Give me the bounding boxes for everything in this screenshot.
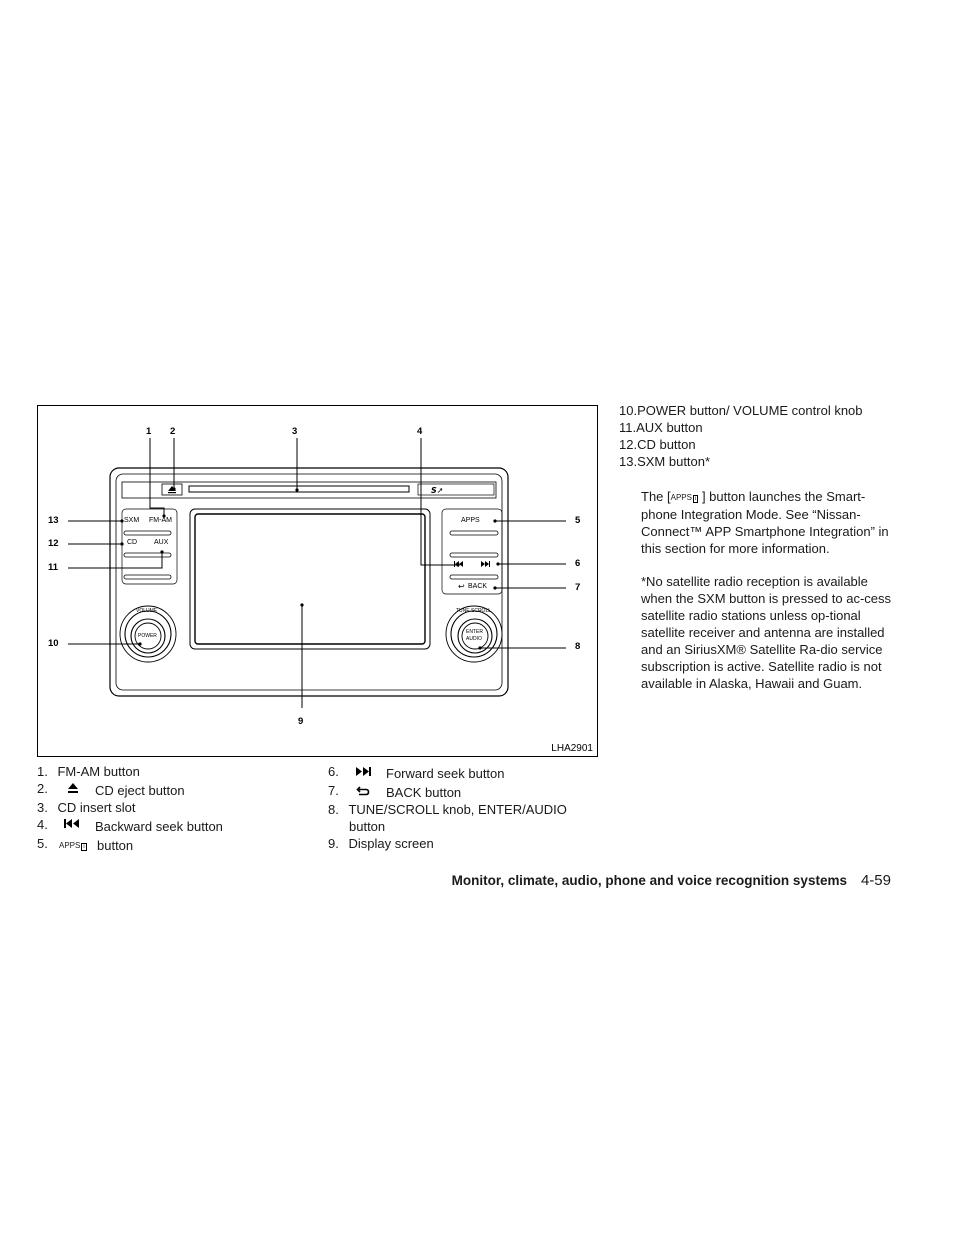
- audio-unit-illustration: [38, 406, 599, 758]
- list-num: 6.: [328, 764, 339, 779]
- apps-glyph-text: APPS: [670, 493, 692, 502]
- list-text: CD insert slot: [57, 800, 136, 815]
- callout-6: 6: [575, 558, 581, 569]
- aux-label: AUX: [154, 539, 169, 546]
- list-text: CD eject button: [95, 783, 185, 798]
- callout-10: 10: [48, 638, 59, 649]
- callout-2: 2: [170, 426, 176, 437]
- list-num: 5.: [37, 836, 48, 851]
- list-num: 3.: [37, 800, 48, 815]
- list-num: 1.: [37, 764, 48, 779]
- list-item: [328, 835, 434, 852]
- apps-info-icon: APPS i: [670, 493, 697, 502]
- list-text: button: [97, 838, 134, 853]
- seek-forward-icon: [354, 765, 372, 779]
- list-num: 7.: [328, 783, 339, 798]
- list-text: Backward seek button: [95, 819, 223, 834]
- list-text: POWER button/ VOLUME control knob: [637, 403, 863, 418]
- list-text: Forward seek button: [386, 766, 505, 781]
- list-text: FM-AM button: [57, 764, 140, 779]
- apps-label: APPS: [461, 517, 480, 524]
- list-text: Display screen: [348, 836, 434, 851]
- list-num: 8.: [328, 802, 339, 817]
- apps-info-icon: APPS i: [59, 841, 85, 850]
- list-num: 11.: [619, 420, 637, 435]
- back-label: BACK: [468, 583, 488, 590]
- callout-9: 9: [298, 716, 304, 727]
- list-item: [37, 763, 140, 780]
- figure-code: LHA2901: [551, 743, 593, 754]
- svg-text:S➚: S➚: [431, 486, 444, 495]
- list-item: [37, 799, 136, 816]
- list-text: TUNE/SCROLL knob, ENTER/AUDIO: [348, 802, 567, 817]
- list-item: [328, 801, 567, 818]
- list-text: SXM button*: [637, 454, 711, 469]
- list-item: [619, 436, 696, 453]
- list-num: 2.: [37, 781, 48, 796]
- page-footer: [452, 872, 891, 889]
- back-arrow-icon: [356, 784, 370, 798]
- audio-unit-figure: [37, 405, 598, 757]
- list-item: [619, 419, 703, 436]
- list-num: 10.: [619, 403, 638, 418]
- back-arrow-icon: ↩: [458, 582, 465, 591]
- list-text: CD button: [637, 437, 696, 452]
- callout-13: 13: [48, 515, 59, 526]
- power-label: POWER: [138, 633, 157, 639]
- callout-12: 12: [48, 538, 59, 549]
- satellite-note-paragraph: [641, 573, 896, 692]
- legend-list-left: [37, 763, 317, 858]
- callout-7: 7: [575, 582, 581, 593]
- legend-list-middle: [328, 763, 598, 858]
- list-num: 9.: [328, 836, 339, 851]
- apps-note-text: ] button launches the Smart-phone Integration Mode. See “Nissan-Connect™ APP Smartphone Integration” in this section for more information.: [641, 489, 889, 556]
- list-num: 13.: [619, 454, 638, 469]
- satellite-note-text: *No satellite radio reception is available when the SXM button is pressed to ac-cess satellite radio stations unless op-tional satellite receiver and antenna are installed and an SiriusXM® Satellite Ra-dio service subscription is active. Satellite radio is not available in Alaska, Hawaii and Guam.: [641, 574, 892, 691]
- sxm-label: SXM: [124, 517, 140, 524]
- tune-scroll-label: TUNE SCROLL: [456, 608, 492, 614]
- list-item: [619, 402, 863, 419]
- callout-1: 1: [146, 426, 152, 437]
- callout-11: 11: [48, 562, 59, 573]
- audio-label: AUDIO: [466, 636, 482, 642]
- list-text: AUX button: [636, 420, 703, 435]
- apps-note-paragraph: [641, 488, 896, 557]
- volume-label: VOLUME: [136, 608, 158, 614]
- fm-am-label: FM-AM: [149, 517, 172, 524]
- cd-label: CD: [127, 539, 138, 546]
- apps-note-lead: The [: [641, 489, 671, 504]
- seek-backward-icon: [63, 817, 81, 831]
- list-text: button: [349, 819, 386, 834]
- list-num: 4.: [37, 817, 48, 832]
- list-item-continuation: [349, 818, 385, 835]
- page-number: 4-59: [860, 872, 891, 889]
- list-num: 12.: [619, 437, 638, 452]
- callout-4: 4: [417, 426, 423, 437]
- list-text: BACK button: [386, 785, 462, 800]
- callout-5: 5: [575, 515, 581, 526]
- legend-list-right: [619, 402, 909, 472]
- list-item: [619, 453, 710, 470]
- callout-3: 3: [292, 426, 298, 437]
- callout-8: 8: [575, 641, 581, 652]
- enter-label: ENTER: [466, 629, 483, 635]
- eject-icon: [66, 781, 80, 795]
- section-title: Monitor, climate, audio, phone and voice recognition systems: [451, 873, 847, 888]
